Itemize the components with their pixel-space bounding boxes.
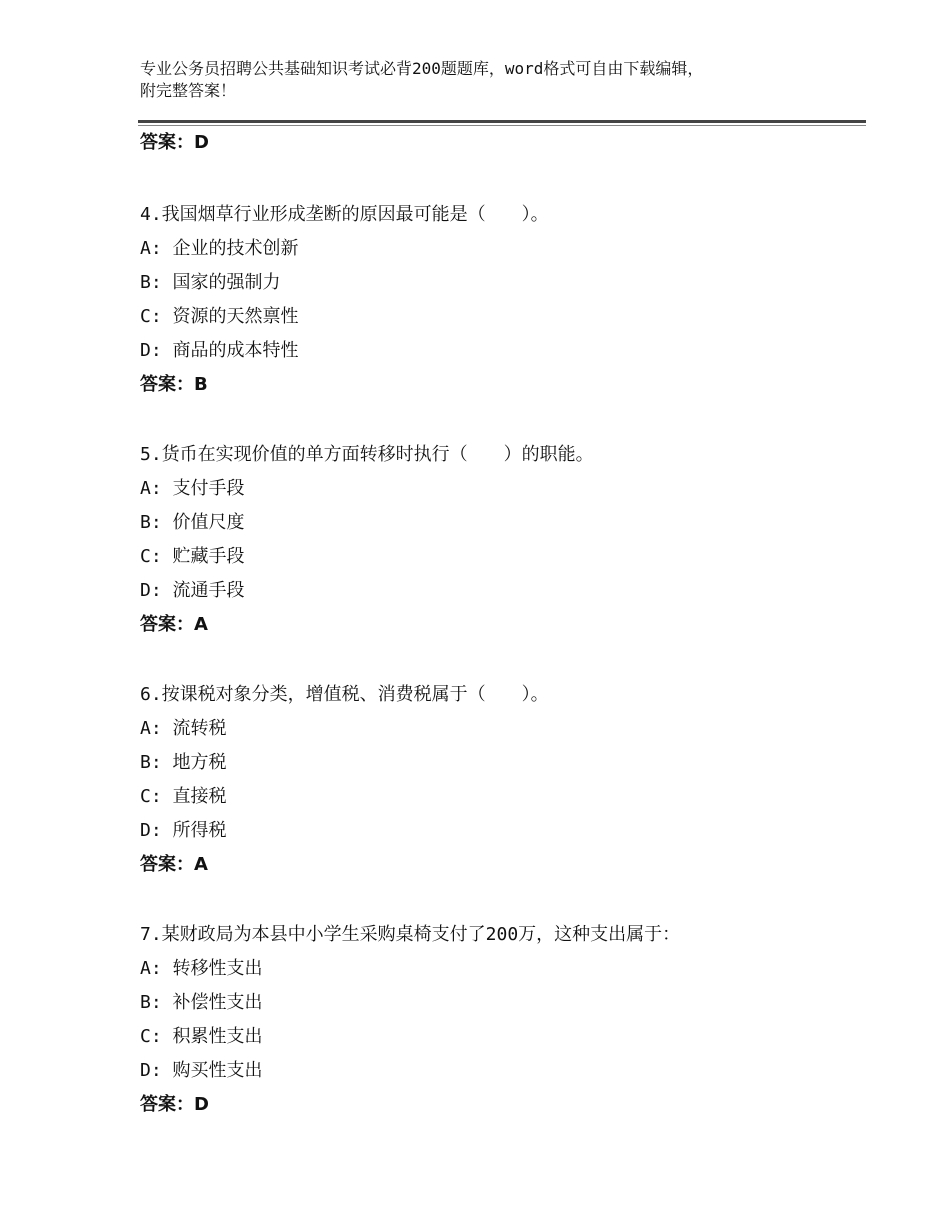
option-d: D: 商品的成本特性	[140, 340, 299, 361]
question-item	[140, 198, 860, 402]
answer-line: 答案：A	[140, 854, 208, 875]
option-c: C: 积累性支出	[140, 1026, 263, 1047]
option-b: B: 价值尺度	[140, 512, 245, 533]
option-b: B: 国家的强制力	[140, 272, 281, 293]
option-a: A: 转移性支出	[140, 958, 263, 979]
option-c: C: 直接税	[140, 786, 227, 807]
answer-line: 答案：B	[140, 374, 208, 395]
question-stem: 7.某财政局为本县中小学生采购桌椅支付了200万，这种支出属于：	[140, 924, 681, 945]
question-stem: 5.货币在实现价值的单方面转移时执行（ ）的职能。	[140, 444, 594, 465]
option-a: A: 支付手段	[140, 478, 245, 499]
header-divider-thick	[138, 120, 866, 123]
option-a: A: 流转税	[140, 718, 227, 739]
page-header	[140, 58, 840, 102]
question-item	[140, 678, 860, 882]
question-list	[140, 128, 860, 1158]
answer-line: 答案：D	[140, 1094, 209, 1115]
header-divider-thin	[138, 125, 866, 126]
option-b: B: 地方税	[140, 752, 227, 773]
header-line-1: 专业公务员招聘公共基础知识考试必背200题题库，word格式可自由下载编辑，	[140, 59, 704, 78]
option-a: A: 企业的技术创新	[140, 238, 299, 259]
answer-line: 答案：A	[140, 614, 208, 635]
question-stem: 6.按课税对象分类，增值税、消费税属于（ ）。	[140, 684, 549, 705]
option-d: D: 购买性支出	[140, 1060, 263, 1081]
option-d: D: 流通手段	[140, 580, 245, 601]
answer-line: 答案：D	[140, 132, 209, 153]
option-d: D: 所得税	[140, 820, 227, 841]
question-stem: 4.我国烟草行业形成垄断的原因最可能是（ ）。	[140, 204, 549, 225]
header-line-2: 附完整答案！	[140, 81, 237, 100]
option-c: C: 资源的天然禀性	[140, 306, 299, 327]
option-b: B: 补偿性支出	[140, 992, 263, 1013]
question-item	[140, 438, 860, 642]
question-item	[140, 918, 860, 1122]
option-c: C: 贮藏手段	[140, 546, 245, 567]
